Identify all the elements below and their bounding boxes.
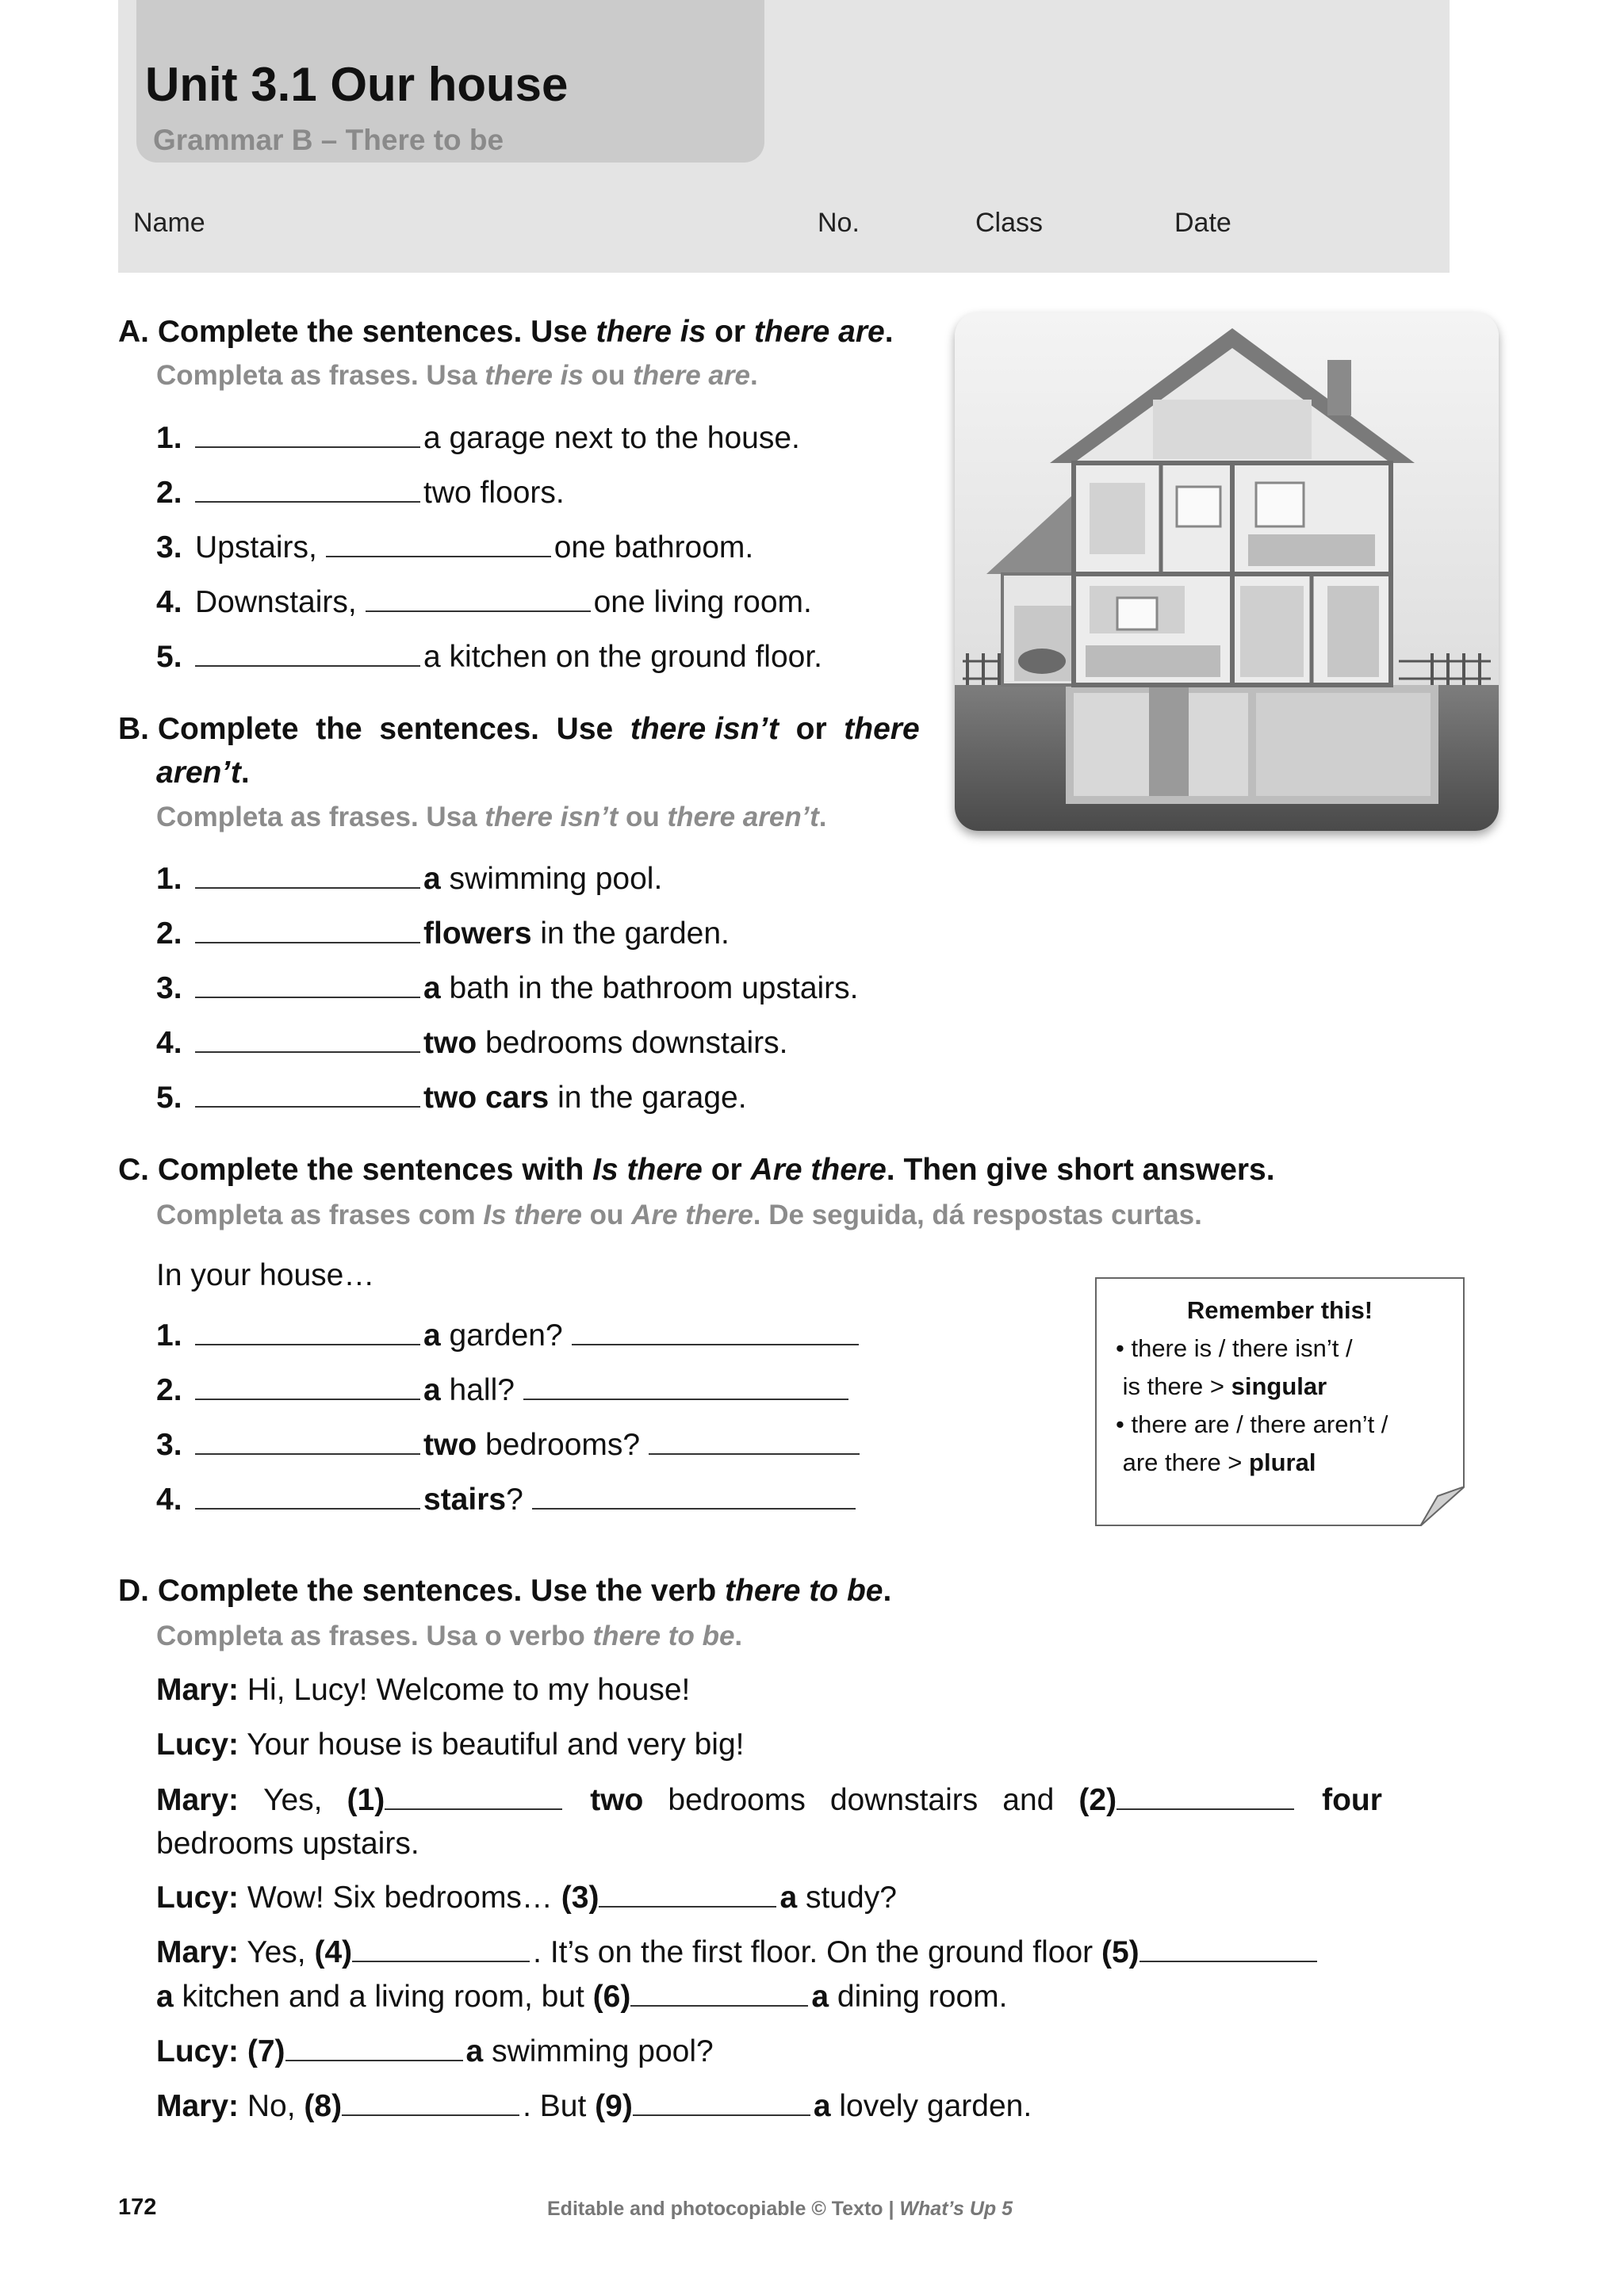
- section-d-translation: Completa as frases. Usa o verbo there to be.: [156, 1621, 743, 1651]
- b-item-1: a swimming pool.: [195, 862, 662, 897]
- answer-blank[interactable]: [366, 585, 591, 612]
- b-item-4: two bedrooms downstairs.: [195, 1026, 788, 1061]
- remember-line: are there > plural: [1116, 1448, 1316, 1476]
- answer-blank[interactable]: [195, 971, 420, 998]
- b-item-5: two cars in the garage.: [195, 1081, 747, 1115]
- b-item-number: 1.: [156, 862, 182, 896]
- answer-blank[interactable]: [195, 1483, 420, 1510]
- dialogue-line-5-cont: a kitchen and a living room, but (6) a dining room.: [156, 1980, 1008, 2014]
- answer-blank[interactable]: [633, 2089, 810, 2116]
- section-b-instruction-line1: B. Complete the sentences. Use there isn’t or there: [118, 712, 920, 746]
- b-item-number: 3.: [156, 971, 182, 1005]
- answer-blank[interactable]: [195, 1026, 420, 1053]
- name-label: Name: [133, 208, 205, 238]
- section-b-instruction-line2: aren’t.: [156, 756, 250, 790]
- c-item-number: 1.: [156, 1318, 182, 1353]
- a-item-number: 2.: [156, 476, 182, 510]
- page-number: 172: [118, 2195, 157, 2220]
- copyright-footer: Editable and photocopiable © Texto | What’s Up 5: [547, 2198, 1013, 2220]
- answer-blank[interactable]: [195, 862, 420, 889]
- c-item-2: a hall?: [195, 1373, 852, 1408]
- dialogue-line-1: Mary: Hi, Lucy! Welcome to my house!: [156, 1673, 691, 1707]
- answer-blank[interactable]: [1139, 1935, 1317, 1962]
- house-cutaway-image: [955, 312, 1499, 831]
- section-b-translation: Completa as frases. Usa there isn’t ou there aren’t.: [156, 802, 827, 832]
- a-item-number: 1.: [156, 421, 182, 455]
- answer-blank[interactable]: [630, 1980, 808, 2007]
- answer-blank[interactable]: [342, 2089, 519, 2116]
- dialogue-line-5: Mary: Yes, (4) . It’s on the first floor. On the ground floor (5): [156, 1935, 1320, 1970]
- section-c-instruction: C. Complete the sentences with Is there or Are there. Then give short answers.: [118, 1153, 1275, 1187]
- short-answer-blank[interactable]: [572, 1318, 859, 1345]
- answer-blank[interactable]: [599, 1881, 776, 1908]
- a-item-4: Downstairs, one living room.: [195, 585, 812, 619]
- a-item-5: a kitchen on the ground floor.: [195, 640, 822, 675]
- dialogue-line-7: Mary: No, (8) . But (9) a lovely garden.: [156, 2089, 1032, 2123]
- remember-line: • there is / there isn’t /: [1116, 1334, 1353, 1362]
- remember-line: is there > singular: [1116, 1372, 1327, 1400]
- short-answer-blank[interactable]: [523, 1373, 848, 1400]
- answer-blank[interactable]: [195, 640, 420, 667]
- answer-blank[interactable]: [195, 1428, 420, 1455]
- c-item-3: two bedrooms?: [195, 1428, 863, 1463]
- c-item-number: 3.: [156, 1428, 182, 1462]
- answer-blank[interactable]: [385, 1783, 562, 1810]
- a-item-number: 3.: [156, 530, 182, 564]
- answer-blank[interactable]: [352, 1935, 530, 1962]
- grammar-subtitle: Grammar B – There to be: [153, 124, 504, 156]
- answer-blank[interactable]: [326, 530, 551, 557]
- remember-title: Remember this!: [1186, 1296, 1373, 1324]
- dialogue-line-3: Mary: Yes, (1) two bedrooms downstairs and (2) four: [156, 1783, 1382, 1817]
- number-label: No.: [818, 208, 860, 238]
- class-label: Class: [975, 208, 1044, 238]
- short-answer-blank[interactable]: [532, 1483, 856, 1510]
- b-item-number: 4.: [156, 1026, 182, 1060]
- c-item-number: 4.: [156, 1483, 182, 1517]
- unit-title: Unit 3.1 Our house: [145, 58, 569, 111]
- answer-blank[interactable]: [195, 916, 420, 943]
- a-item-1: a garage next to the house.: [195, 421, 800, 456]
- section-a-instruction: A. Complete the sentences. Use there is or there are.: [118, 315, 894, 349]
- c-item-4: stairs?: [195, 1483, 859, 1517]
- b-item-3: a bath in the bathroom upstairs.: [195, 971, 859, 1006]
- b-item-2: flowers in the garden.: [195, 916, 730, 951]
- house-illustration: [955, 312, 1499, 831]
- a-item-number: 4.: [156, 585, 182, 619]
- answer-blank[interactable]: [195, 421, 420, 448]
- c-item-number: 2.: [156, 1373, 182, 1407]
- answer-blank[interactable]: [285, 2034, 463, 2061]
- section-c-translation: Completa as frases com Is there ou Are there. De seguida, dá respostas curtas.: [156, 1200, 1202, 1230]
- answer-blank[interactable]: [195, 476, 420, 503]
- answer-blank[interactable]: [195, 1373, 420, 1400]
- b-item-number: 5.: [156, 1081, 182, 1115]
- answer-blank[interactable]: [195, 1318, 420, 1345]
- short-answer-blank[interactable]: [649, 1428, 860, 1455]
- dialogue-line-6: Lucy: (7) a swimming pool?: [156, 2034, 714, 2068]
- section-a-translation: Completa as frases. Usa there is ou there are.: [156, 360, 758, 391]
- c-item-1: a garden?: [195, 1318, 862, 1353]
- a-item-number: 5.: [156, 640, 182, 674]
- b-item-number: 2.: [156, 916, 182, 951]
- section-c-intro: In your house…: [156, 1258, 375, 1292]
- date-label: Date: [1174, 208, 1231, 238]
- remember-line: • there are / there aren’t /: [1116, 1410, 1388, 1438]
- page-curl-icon: [1420, 1487, 1465, 1526]
- section-d-instruction: D. Complete the sentences. Use the verb there to be.: [118, 1574, 892, 1608]
- dialogue-line-2: Lucy: Your house is beautiful and very big!: [156, 1728, 745, 1762]
- a-item-3: Upstairs, one bathroom.: [195, 530, 754, 564]
- dialogue-line-3-cont: bedrooms upstairs.: [156, 1827, 419, 1861]
- a-item-2: two floors.: [195, 476, 565, 511]
- remember-box: [1095, 1277, 1465, 1526]
- answer-blank[interactable]: [195, 1081, 420, 1108]
- answer-blank[interactable]: [1116, 1783, 1294, 1810]
- dialogue-line-4: Lucy: Wow! Six bedrooms… (3) a study?: [156, 1881, 897, 1915]
